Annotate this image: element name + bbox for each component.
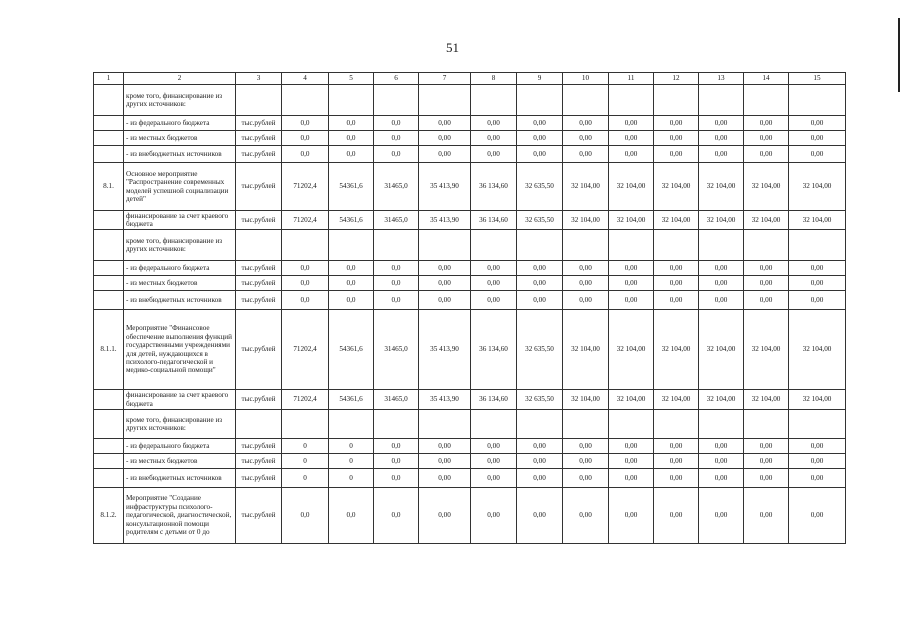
value-cell: 32 104,00: [563, 211, 609, 230]
value-cell: 0,00: [471, 116, 517, 131]
value-cell: [654, 230, 699, 261]
value-cell: 36 134,60: [471, 163, 517, 211]
unit-cell: тыс.рублей: [236, 310, 282, 390]
value-cell: 0,0: [374, 488, 419, 544]
value-cell: 0,00: [654, 116, 699, 131]
value-cell: 0,00: [654, 291, 699, 310]
value-cell: [419, 85, 471, 116]
value-cell: 32 104,00: [699, 163, 744, 211]
item-code-cell: [94, 211, 124, 230]
item-code-cell: [94, 291, 124, 310]
description-cell: кроме того, финансирование из других источников:: [124, 85, 236, 116]
value-cell: [329, 230, 374, 261]
value-cell: 0,00: [744, 291, 789, 310]
value-cell: 36 134,60: [471, 211, 517, 230]
item-code-cell: [94, 276, 124, 291]
value-cell: 0,0: [329, 116, 374, 131]
value-cell: 0,00: [744, 488, 789, 544]
unit-cell: [236, 410, 282, 439]
value-cell: 0: [282, 454, 329, 469]
value-cell: 0,00: [419, 454, 471, 469]
column-number-cell: 13: [699, 73, 744, 85]
value-cell: 0,00: [563, 488, 609, 544]
unit-cell: тыс.рублей: [236, 211, 282, 230]
value-cell: 0,00: [419, 469, 471, 488]
value-cell: 0: [282, 439, 329, 454]
value-cell: 0,00: [471, 454, 517, 469]
table-row: [94, 410, 846, 439]
value-cell: 0,00: [517, 291, 563, 310]
unit-cell: тыс.рублей: [236, 116, 282, 131]
value-cell: [563, 230, 609, 261]
value-cell: 0,00: [471, 488, 517, 544]
table-row: [94, 85, 846, 116]
item-code-cell: [94, 146, 124, 163]
value-cell: [329, 410, 374, 439]
value-cell: 0,00: [654, 261, 699, 276]
value-cell: 0,00: [609, 439, 654, 454]
value-cell: [699, 85, 744, 116]
value-cell: 0,0: [374, 439, 419, 454]
unit-cell: тыс.рублей: [236, 390, 282, 410]
value-cell: 71202,4: [282, 211, 329, 230]
value-cell: 32 104,00: [654, 390, 699, 410]
value-cell: 0,00: [563, 261, 609, 276]
description-cell: кроме того, финансирование из других источников:: [124, 410, 236, 439]
value-cell: 0,00: [419, 291, 471, 310]
value-cell: 32 104,00: [654, 310, 699, 390]
value-cell: 0,0: [329, 291, 374, 310]
value-cell: 32 104,00: [744, 163, 789, 211]
table-row: [94, 454, 846, 469]
value-cell: 0,00: [563, 146, 609, 163]
value-cell: 54361,6: [329, 310, 374, 390]
value-cell: 0,00: [419, 261, 471, 276]
table-row: [94, 131, 846, 146]
value-cell: 0,00: [654, 276, 699, 291]
column-number-cell: 2: [124, 73, 236, 85]
column-number-cell: 5: [329, 73, 374, 85]
value-cell: 0,00: [471, 291, 517, 310]
value-cell: [563, 410, 609, 439]
budget-table-body: [94, 73, 846, 544]
item-code-cell: 8.1.1.: [94, 310, 124, 390]
table-row: [94, 310, 846, 390]
value-cell: 0,00: [744, 454, 789, 469]
value-cell: 0,00: [563, 131, 609, 146]
item-code-cell: [94, 454, 124, 469]
value-cell: 32 635,50: [517, 163, 563, 211]
value-cell: [609, 230, 654, 261]
value-cell: 32 104,00: [789, 211, 846, 230]
value-cell: 0,00: [654, 469, 699, 488]
description-cell: - из федерального бюджета: [124, 439, 236, 454]
value-cell: 71202,4: [282, 310, 329, 390]
value-cell: 0,00: [517, 261, 563, 276]
value-cell: 0,00: [699, 291, 744, 310]
item-code-cell: [94, 230, 124, 261]
value-cell: 71202,4: [282, 163, 329, 211]
value-cell: 0,00: [419, 131, 471, 146]
value-cell: 0,00: [517, 131, 563, 146]
value-cell: 0,00: [789, 131, 846, 146]
value-cell: 32 104,00: [609, 310, 654, 390]
column-number-cell: 3: [236, 73, 282, 85]
value-cell: 0,00: [699, 116, 744, 131]
value-cell: 35 413,90: [419, 211, 471, 230]
description-cell: - из федерального бюджета: [124, 116, 236, 131]
value-cell: 32 104,00: [744, 310, 789, 390]
column-number-cell: 11: [609, 73, 654, 85]
table-row: [94, 469, 846, 488]
value-cell: 0,0: [282, 116, 329, 131]
value-cell: 0,00: [419, 146, 471, 163]
value-cell: 0,00: [744, 276, 789, 291]
value-cell: 0,0: [282, 131, 329, 146]
description-cell: Основное мероприятие "Распространение современных моделей успешной социализации детей": [124, 163, 236, 211]
value-cell: 0,0: [374, 454, 419, 469]
value-cell: 32 104,00: [699, 310, 744, 390]
value-cell: 0,00: [699, 439, 744, 454]
value-cell: 32 104,00: [654, 211, 699, 230]
value-cell: 32 104,00: [744, 390, 789, 410]
value-cell: [744, 410, 789, 439]
value-cell: 0,00: [699, 488, 744, 544]
value-cell: 0,00: [609, 131, 654, 146]
unit-cell: [236, 85, 282, 116]
value-cell: 0,00: [699, 131, 744, 146]
value-cell: 0,0: [374, 469, 419, 488]
value-cell: 0,00: [419, 276, 471, 291]
value-cell: 0,00: [517, 439, 563, 454]
value-cell: 0,0: [374, 261, 419, 276]
value-cell: 32 104,00: [654, 163, 699, 211]
value-cell: 0,00: [654, 146, 699, 163]
value-cell: 0,00: [744, 439, 789, 454]
value-cell: 54361,6: [329, 390, 374, 410]
value-cell: 0,00: [517, 454, 563, 469]
column-number-cell: 8: [471, 73, 517, 85]
value-cell: 54361,6: [329, 211, 374, 230]
value-cell: 36 134,60: [471, 310, 517, 390]
value-cell: 0,00: [699, 276, 744, 291]
description-cell: - из местных бюджетов: [124, 276, 236, 291]
value-cell: 32 635,50: [517, 310, 563, 390]
value-cell: 71202,4: [282, 390, 329, 410]
value-cell: 0,00: [789, 146, 846, 163]
value-cell: [471, 230, 517, 261]
column-number-cell: 14: [744, 73, 789, 85]
value-cell: [517, 85, 563, 116]
value-cell: 32 635,50: [517, 390, 563, 410]
value-cell: 0,00: [471, 469, 517, 488]
column-number-cell: 9: [517, 73, 563, 85]
unit-cell: тыс.рублей: [236, 454, 282, 469]
value-cell: 0,00: [563, 276, 609, 291]
value-cell: 0,00: [699, 146, 744, 163]
description-cell: - из внебюджетных источников: [124, 146, 236, 163]
value-cell: 32 104,00: [609, 390, 654, 410]
value-cell: [789, 230, 846, 261]
value-cell: 0,00: [744, 131, 789, 146]
value-cell: [654, 410, 699, 439]
description-cell: - из внебюджетных источников: [124, 469, 236, 488]
value-cell: 0,00: [471, 146, 517, 163]
unit-cell: тыс.рублей: [236, 131, 282, 146]
value-cell: 0: [329, 454, 374, 469]
value-cell: 32 104,00: [563, 310, 609, 390]
item-code-cell: [94, 390, 124, 410]
value-cell: 0,00: [789, 439, 846, 454]
value-cell: 0,00: [563, 291, 609, 310]
description-cell: финансирование за счет краевого бюджета: [124, 390, 236, 410]
value-cell: [282, 230, 329, 261]
value-cell: 0,00: [654, 488, 699, 544]
value-cell: [517, 230, 563, 261]
value-cell: 31465,0: [374, 211, 419, 230]
value-cell: [374, 85, 419, 116]
value-cell: 0,00: [471, 131, 517, 146]
value-cell: 0,0: [282, 291, 329, 310]
budget-table: [93, 72, 846, 544]
value-cell: [517, 410, 563, 439]
unit-cell: тыс.рублей: [236, 488, 282, 544]
table-row: [94, 230, 846, 261]
column-number-cell: 1: [94, 73, 124, 85]
unit-cell: тыс.рублей: [236, 163, 282, 211]
value-cell: 32 104,00: [563, 163, 609, 211]
table-row: [94, 390, 846, 410]
value-cell: 32 635,50: [517, 211, 563, 230]
column-number-cell: 7: [419, 73, 471, 85]
value-cell: 0,00: [744, 469, 789, 488]
value-cell: 0,0: [374, 276, 419, 291]
table-row: [94, 261, 846, 276]
value-cell: 0,00: [699, 261, 744, 276]
value-cell: 0: [329, 469, 374, 488]
value-cell: 0,0: [329, 131, 374, 146]
item-code-cell: 8.1.: [94, 163, 124, 211]
value-cell: 0,0: [374, 291, 419, 310]
unit-cell: тыс.рублей: [236, 439, 282, 454]
description-cell: - из местных бюджетов: [124, 131, 236, 146]
value-cell: [699, 410, 744, 439]
description-cell: - из внебюджетных источников: [124, 291, 236, 310]
value-cell: 0,0: [374, 116, 419, 131]
value-cell: 0,00: [789, 488, 846, 544]
column-number-cell: 15: [789, 73, 846, 85]
item-code-cell: 8.1.2.: [94, 488, 124, 544]
value-cell: 0,00: [744, 146, 789, 163]
value-cell: [329, 85, 374, 116]
value-cell: [744, 85, 789, 116]
value-cell: 0,00: [517, 469, 563, 488]
page-edge-mark: [898, 18, 900, 92]
value-cell: [374, 410, 419, 439]
item-code-cell: [94, 131, 124, 146]
value-cell: [654, 85, 699, 116]
value-cell: 32 104,00: [789, 163, 846, 211]
table-row: [94, 276, 846, 291]
value-cell: 32 104,00: [744, 211, 789, 230]
description-cell: - из местных бюджетов: [124, 454, 236, 469]
value-cell: [789, 410, 846, 439]
description-cell: - из федерального бюджета: [124, 261, 236, 276]
value-cell: 0,00: [789, 276, 846, 291]
value-cell: [744, 230, 789, 261]
table-row: [94, 163, 846, 211]
table-row: [94, 291, 846, 310]
value-cell: 0,00: [654, 439, 699, 454]
value-cell: 31465,0: [374, 310, 419, 390]
unit-cell: тыс.рублей: [236, 276, 282, 291]
value-cell: [419, 410, 471, 439]
value-cell: 0,00: [563, 454, 609, 469]
value-cell: 0: [282, 469, 329, 488]
unit-cell: тыс.рублей: [236, 261, 282, 276]
value-cell: 32 104,00: [699, 211, 744, 230]
value-cell: 31465,0: [374, 163, 419, 211]
value-cell: 36 134,60: [471, 390, 517, 410]
table-row: [94, 439, 846, 454]
column-number-cell: 12: [654, 73, 699, 85]
item-code-cell: [94, 116, 124, 131]
value-cell: 0,00: [609, 488, 654, 544]
table-row: [94, 146, 846, 163]
value-cell: 0,00: [419, 439, 471, 454]
value-cell: 0,00: [471, 261, 517, 276]
unit-cell: тыс.рублей: [236, 146, 282, 163]
value-cell: 0,0: [329, 261, 374, 276]
value-cell: 0,00: [789, 469, 846, 488]
description-cell: финансирование за счет краевого бюджета: [124, 211, 236, 230]
value-cell: 0,00: [517, 488, 563, 544]
value-cell: [374, 230, 419, 261]
value-cell: 0,00: [609, 146, 654, 163]
value-cell: 0,00: [744, 261, 789, 276]
value-cell: 0,00: [654, 131, 699, 146]
value-cell: 0,00: [654, 454, 699, 469]
value-cell: 35 413,90: [419, 310, 471, 390]
value-cell: 0,00: [609, 291, 654, 310]
column-number-cell: 4: [282, 73, 329, 85]
value-cell: 0,00: [563, 469, 609, 488]
value-cell: 0,0: [282, 146, 329, 163]
value-cell: 0,00: [609, 116, 654, 131]
value-cell: 32 104,00: [699, 390, 744, 410]
value-cell: [609, 410, 654, 439]
unit-cell: тыс.рублей: [236, 291, 282, 310]
value-cell: 35 413,90: [419, 390, 471, 410]
value-cell: 0,0: [282, 276, 329, 291]
value-cell: 0,00: [789, 454, 846, 469]
value-cell: 0,00: [789, 291, 846, 310]
value-cell: 32 104,00: [609, 163, 654, 211]
value-cell: 0,00: [699, 454, 744, 469]
value-cell: 0,0: [282, 261, 329, 276]
value-cell: 0,00: [471, 439, 517, 454]
value-cell: 31465,0: [374, 390, 419, 410]
item-code-cell: [94, 261, 124, 276]
value-cell: 0,00: [517, 146, 563, 163]
value-cell: 0,0: [329, 146, 374, 163]
column-number-cell: 6: [374, 73, 419, 85]
value-cell: 0,00: [471, 276, 517, 291]
description-cell: кроме того, финансирование из других источников:: [124, 230, 236, 261]
table-row: [94, 488, 846, 544]
value-cell: [789, 85, 846, 116]
value-cell: [419, 230, 471, 261]
description-cell: Мероприятие "Финансовое обеспечение выполнения функций государственными учреждениями для детей, нуждающихся в психолого-педагогической и медико-социальной помощи": [124, 310, 236, 390]
value-cell: 0,00: [609, 469, 654, 488]
value-cell: 0,00: [517, 116, 563, 131]
item-code-cell: [94, 410, 124, 439]
value-cell: 0,0: [329, 276, 374, 291]
value-cell: 0,00: [419, 488, 471, 544]
value-cell: [699, 230, 744, 261]
value-cell: 0,00: [563, 439, 609, 454]
description-cell: Мероприятие "Создание инфраструктуры психолого-педагогической, диагностической, консультационной помощи родителям с детьми от 0 до: [124, 488, 236, 544]
value-cell: [563, 85, 609, 116]
value-cell: [471, 85, 517, 116]
value-cell: 32 104,00: [563, 390, 609, 410]
value-cell: 0: [329, 439, 374, 454]
value-cell: 0,00: [789, 261, 846, 276]
value-cell: 32 104,00: [789, 390, 846, 410]
value-cell: 0,0: [329, 488, 374, 544]
value-cell: 0,00: [699, 469, 744, 488]
value-cell: [471, 410, 517, 439]
value-cell: 0,00: [563, 116, 609, 131]
header-row: [94, 73, 846, 85]
value-cell: [282, 410, 329, 439]
value-cell: 32 104,00: [789, 310, 846, 390]
value-cell: 0,0: [374, 131, 419, 146]
value-cell: [609, 85, 654, 116]
value-cell: 54361,6: [329, 163, 374, 211]
value-cell: 0,0: [282, 488, 329, 544]
value-cell: 0,00: [744, 116, 789, 131]
value-cell: 0,0: [374, 146, 419, 163]
value-cell: [282, 85, 329, 116]
table-row: [94, 116, 846, 131]
column-number-cell: 10: [563, 73, 609, 85]
value-cell: 0,00: [419, 116, 471, 131]
table-row: [94, 211, 846, 230]
value-cell: 0,00: [609, 261, 654, 276]
item-code-cell: [94, 439, 124, 454]
page-number: 51: [446, 40, 459, 55]
value-cell: 35 413,90: [419, 163, 471, 211]
value-cell: 0,00: [609, 276, 654, 291]
value-cell: 0,00: [789, 116, 846, 131]
value-cell: 0,00: [517, 276, 563, 291]
value-cell: 32 104,00: [609, 211, 654, 230]
item-code-cell: [94, 469, 124, 488]
unit-cell: тыс.рублей: [236, 469, 282, 488]
item-code-cell: [94, 85, 124, 116]
unit-cell: [236, 230, 282, 261]
value-cell: 0,00: [609, 454, 654, 469]
